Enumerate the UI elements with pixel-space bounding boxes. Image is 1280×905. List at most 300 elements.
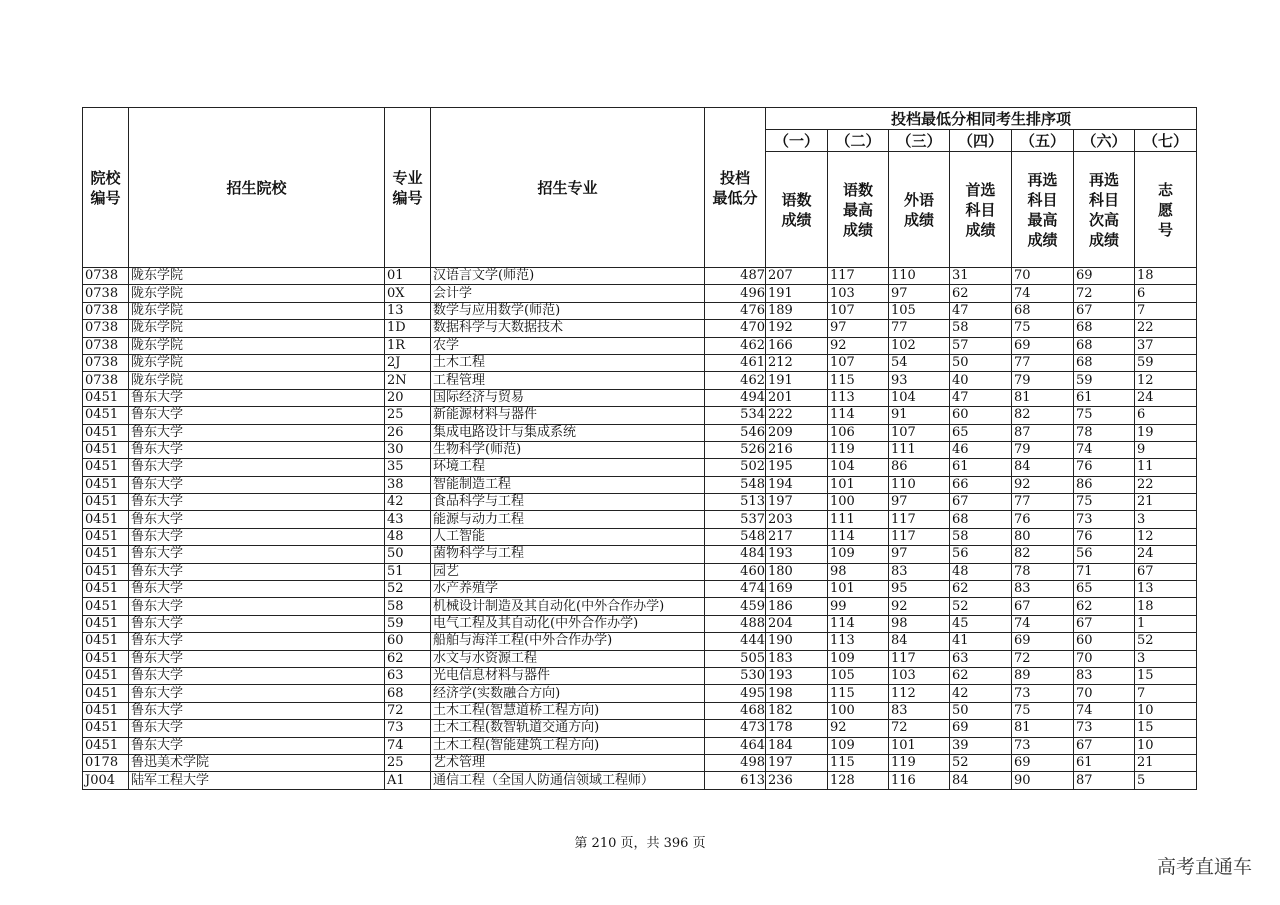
cell-tie-chinese-math-max: 115 — [828, 685, 889, 702]
watermark: 高考直通车 — [1156, 856, 1252, 878]
cell-tie-first-subject: 68 — [950, 511, 1012, 528]
cell-tie-elective-highest: 81 — [1012, 389, 1074, 406]
cell-school-name: 鲁东大学 — [129, 720, 385, 737]
cell-tie-preference-no: 12 — [1135, 528, 1197, 545]
header-tie-item: 外语 成绩 — [889, 152, 950, 268]
cell-min-score: 464 — [705, 737, 766, 754]
header-tie-number: （七） — [1135, 130, 1197, 152]
cell-tie-elective-second: 61 — [1074, 754, 1135, 771]
cell-school-name: 陆军工程大学 — [129, 772, 385, 789]
cell-school-code: 0738 — [83, 320, 129, 337]
cell-tie-foreign-language: 110 — [889, 476, 950, 493]
cell-school-code: 0738 — [83, 337, 129, 354]
cell-school-code: 0451 — [83, 563, 129, 580]
cell-tie-foreign-language: 102 — [889, 337, 950, 354]
cell-school-code: 0738 — [83, 354, 129, 371]
cell-tie-chinese-math: 194 — [766, 476, 828, 493]
cell-major-name: 人工智能 — [431, 528, 705, 545]
cell-tie-chinese-math: 166 — [766, 337, 828, 354]
cell-school-name: 鲁东大学 — [129, 685, 385, 702]
table-row — [83, 441, 1197, 458]
table-row — [83, 633, 1197, 650]
table-row — [83, 285, 1197, 302]
cell-tie-first-subject: 40 — [950, 372, 1012, 389]
cell-tie-preference-no: 37 — [1135, 337, 1197, 354]
cell-tie-chinese-math: 195 — [766, 459, 828, 476]
cell-tie-first-subject: 47 — [950, 389, 1012, 406]
cell-tie-foreign-language: 107 — [889, 424, 950, 441]
cell-school-name: 鲁东大学 — [129, 650, 385, 667]
cell-major-code: 48 — [385, 528, 431, 545]
cell-tie-elective-second: 78 — [1074, 424, 1135, 441]
table-row — [83, 615, 1197, 632]
cell-tie-elective-highest: 77 — [1012, 494, 1074, 511]
cell-tie-chinese-math: 191 — [766, 285, 828, 302]
cell-major-name: 船舶与海洋工程(中外合作办学) — [431, 633, 705, 650]
cell-school-name: 鲁东大学 — [129, 581, 385, 598]
table-row — [83, 302, 1197, 319]
cell-tie-first-subject: 50 — [950, 354, 1012, 371]
cell-tie-foreign-language: 101 — [889, 737, 950, 754]
cell-tie-elective-highest: 90 — [1012, 772, 1074, 789]
cell-tie-foreign-language: 116 — [889, 772, 950, 789]
cell-major-code: 73 — [385, 720, 431, 737]
cell-tie-preference-no: 24 — [1135, 389, 1197, 406]
cell-school-code: 0451 — [83, 424, 129, 441]
cell-tie-foreign-language: 104 — [889, 389, 950, 406]
cell-school-code: 0451 — [83, 511, 129, 528]
table-row — [83, 476, 1197, 493]
cell-tie-elective-second: 74 — [1074, 441, 1135, 458]
cell-tie-foreign-language: 111 — [889, 441, 950, 458]
cell-major-code: 20 — [385, 389, 431, 406]
header-tie-number: （二） — [828, 130, 889, 152]
table-row — [83, 528, 1197, 545]
table-row — [83, 424, 1197, 441]
cell-tie-chinese-math: 222 — [766, 407, 828, 424]
cell-min-score: 444 — [705, 633, 766, 650]
cell-tie-chinese-math-max: 92 — [828, 720, 889, 737]
cell-school-name: 鲁东大学 — [129, 702, 385, 719]
table-row — [83, 598, 1197, 615]
cell-tie-first-subject: 65 — [950, 424, 1012, 441]
cell-tie-chinese-math: 193 — [766, 546, 828, 563]
cell-tie-elective-second: 62 — [1074, 598, 1135, 615]
cell-min-score: 461 — [705, 354, 766, 371]
cell-tie-first-subject: 46 — [950, 441, 1012, 458]
cell-tie-chinese-math-max: 115 — [828, 754, 889, 771]
cell-tie-foreign-language: 86 — [889, 459, 950, 476]
cell-tie-elective-highest: 74 — [1012, 615, 1074, 632]
cell-tie-elective-highest: 68 — [1012, 302, 1074, 319]
cell-tie-preference-no: 21 — [1135, 494, 1197, 511]
cell-tie-elective-highest: 69 — [1012, 337, 1074, 354]
table-row — [83, 459, 1197, 476]
cell-tie-elective-second: 74 — [1074, 702, 1135, 719]
cell-tie-preference-no: 19 — [1135, 424, 1197, 441]
cell-tie-elective-second: 60 — [1074, 633, 1135, 650]
cell-min-score: 505 — [705, 650, 766, 667]
cell-school-code: 0451 — [83, 633, 129, 650]
cell-major-name: 电气工程及其自动化(中外合作办学) — [431, 615, 705, 632]
cell-tie-elective-highest: 70 — [1012, 268, 1074, 285]
cell-major-code: 1R — [385, 337, 431, 354]
cell-tie-elective-highest: 69 — [1012, 633, 1074, 650]
cell-major-name: 工程管理 — [431, 372, 705, 389]
cell-tie-elective-second: 76 — [1074, 459, 1135, 476]
cell-tie-elective-second: 59 — [1074, 372, 1135, 389]
cell-tie-preference-no: 15 — [1135, 667, 1197, 684]
cell-tie-chinese-math: 212 — [766, 354, 828, 371]
cell-tie-elective-second: 72 — [1074, 285, 1135, 302]
cell-school-name: 陇东学院 — [129, 354, 385, 371]
cell-tie-chinese-math-max: 119 — [828, 441, 889, 458]
cell-min-score: 534 — [705, 407, 766, 424]
cell-major-code: 38 — [385, 476, 431, 493]
cell-major-code: 35 — [385, 459, 431, 476]
cell-school-name: 陇东学院 — [129, 320, 385, 337]
table-row — [83, 337, 1197, 354]
cell-tie-chinese-math: 186 — [766, 598, 828, 615]
cell-tie-first-subject: 61 — [950, 459, 1012, 476]
cell-major-code: 42 — [385, 494, 431, 511]
cell-major-name: 汉语言文学(师范) — [431, 268, 705, 285]
cell-major-name: 菌物科学与工程 — [431, 546, 705, 563]
cell-tie-chinese-math: 182 — [766, 702, 828, 719]
cell-min-score: 530 — [705, 667, 766, 684]
cell-school-name: 陇东学院 — [129, 337, 385, 354]
cell-tie-preference-no: 5 — [1135, 772, 1197, 789]
header-tie-number: （三） — [889, 130, 950, 152]
cell-major-name: 土木工程(数智轨道交通方向) — [431, 720, 705, 737]
cell-tie-foreign-language: 83 — [889, 702, 950, 719]
cell-min-score: 502 — [705, 459, 766, 476]
cell-min-score: 468 — [705, 702, 766, 719]
cell-major-code: 52 — [385, 581, 431, 598]
cell-min-score: 473 — [705, 720, 766, 737]
header-tie-item: 首选 科目 成绩 — [950, 152, 1012, 268]
cell-tie-chinese-math: 209 — [766, 424, 828, 441]
cell-school-name: 鲁东大学 — [129, 546, 385, 563]
cell-school-code: 0738 — [83, 285, 129, 302]
cell-major-code: 60 — [385, 633, 431, 650]
cell-tie-foreign-language: 54 — [889, 354, 950, 371]
cell-tie-preference-no: 18 — [1135, 598, 1197, 615]
cell-tie-foreign-language: 98 — [889, 615, 950, 632]
header-tie-title: 投档最低分相同考生排序项 — [766, 108, 1197, 130]
header-major-name: 招生专业 — [431, 108, 705, 268]
cell-tie-elective-highest: 73 — [1012, 737, 1074, 754]
cell-school-code: 0451 — [83, 441, 129, 458]
cell-tie-chinese-math: 178 — [766, 720, 828, 737]
cell-min-score: 487 — [705, 268, 766, 285]
cell-tie-elective-second: 61 — [1074, 389, 1135, 406]
cell-tie-chinese-math-max: 98 — [828, 563, 889, 580]
cell-school-name: 陇东学院 — [129, 372, 385, 389]
cell-school-name: 鲁东大学 — [129, 494, 385, 511]
cell-major-name: 经济学(实数融合方向) — [431, 685, 705, 702]
header-major-code: 专业 编号 — [385, 108, 431, 268]
cell-tie-elective-highest: 74 — [1012, 285, 1074, 302]
cell-tie-preference-no: 24 — [1135, 546, 1197, 563]
cell-school-name: 鲁东大学 — [129, 598, 385, 615]
cell-tie-chinese-math-max: 105 — [828, 667, 889, 684]
header-tie-number: （四） — [950, 130, 1012, 152]
cell-school-name: 鲁东大学 — [129, 667, 385, 684]
cell-tie-elective-highest: 87 — [1012, 424, 1074, 441]
cell-tie-first-subject: 66 — [950, 476, 1012, 493]
cell-major-name: 水产养殖学 — [431, 581, 705, 598]
cell-tie-foreign-language: 97 — [889, 546, 950, 563]
cell-tie-chinese-math-max: 109 — [828, 650, 889, 667]
cell-school-code: 0451 — [83, 407, 129, 424]
cell-tie-first-subject: 56 — [950, 546, 1012, 563]
table-row — [83, 581, 1197, 598]
cell-tie-chinese-math: 193 — [766, 667, 828, 684]
cell-tie-chinese-math-max: 114 — [828, 407, 889, 424]
cell-tie-chinese-math: 198 — [766, 685, 828, 702]
header-min-score: 投档 最低分 — [705, 108, 766, 268]
cell-school-code: 0451 — [83, 667, 129, 684]
table-row — [83, 685, 1197, 702]
cell-school-name: 鲁东大学 — [129, 511, 385, 528]
cell-school-name: 鲁东大学 — [129, 563, 385, 580]
cell-major-name: 数学与应用数学(师范) — [431, 302, 705, 319]
cell-major-code: 0X — [385, 285, 431, 302]
table-header — [83, 108, 1197, 268]
cell-tie-chinese-math-max: 104 — [828, 459, 889, 476]
cell-tie-chinese-math: 207 — [766, 268, 828, 285]
cell-tie-chinese-math-max: 101 — [828, 476, 889, 493]
cell-min-score: 546 — [705, 424, 766, 441]
cell-school-name: 鲁东大学 — [129, 476, 385, 493]
cell-tie-preference-no: 13 — [1135, 581, 1197, 598]
cell-school-code: 0451 — [83, 494, 129, 511]
cell-school-code: J004 — [83, 772, 129, 789]
cell-tie-preference-no: 7 — [1135, 302, 1197, 319]
cell-tie-first-subject: 47 — [950, 302, 1012, 319]
cell-major-code: 63 — [385, 667, 431, 684]
cell-tie-elective-second: 68 — [1074, 320, 1135, 337]
header-school-name: 招生院校 — [129, 108, 385, 268]
cell-school-code: 0451 — [83, 528, 129, 545]
table-row — [83, 772, 1197, 789]
cell-min-score: 494 — [705, 389, 766, 406]
table-row — [83, 511, 1197, 528]
cell-tie-chinese-math-max: 115 — [828, 372, 889, 389]
cell-school-code: 0451 — [83, 476, 129, 493]
cell-tie-first-subject: 52 — [950, 754, 1012, 771]
cell-tie-preference-no: 11 — [1135, 459, 1197, 476]
cell-tie-elective-second: 87 — [1074, 772, 1135, 789]
cell-tie-foreign-language: 112 — [889, 685, 950, 702]
cell-tie-chinese-math: 190 — [766, 633, 828, 650]
cell-tie-first-subject: 31 — [950, 268, 1012, 285]
cell-school-code: 0738 — [83, 268, 129, 285]
cell-tie-foreign-language: 72 — [889, 720, 950, 737]
cell-min-score: 548 — [705, 528, 766, 545]
cell-tie-chinese-math: 216 — [766, 441, 828, 458]
cell-tie-first-subject: 42 — [950, 685, 1012, 702]
cell-tie-chinese-math: 217 — [766, 528, 828, 545]
cell-major-name: 通信工程（全国人防通信领域工程师） — [431, 772, 705, 789]
cell-tie-chinese-math-max: 100 — [828, 702, 889, 719]
table-row — [83, 754, 1197, 771]
admission-table — [82, 107, 1197, 790]
cell-major-code: 59 — [385, 615, 431, 632]
cell-school-code: 0451 — [83, 598, 129, 615]
cell-tie-elective-second: 75 — [1074, 494, 1135, 511]
cell-min-score: 498 — [705, 754, 766, 771]
cell-school-code: 0451 — [83, 720, 129, 737]
cell-major-name: 集成电路设计与集成系统 — [431, 424, 705, 441]
cell-tie-elective-second: 68 — [1074, 354, 1135, 371]
cell-school-name: 陇东学院 — [129, 268, 385, 285]
cell-major-code: 26 — [385, 424, 431, 441]
cell-tie-chinese-math-max: 106 — [828, 424, 889, 441]
cell-major-name: 土木工程 — [431, 354, 705, 371]
cell-school-code: 0738 — [83, 302, 129, 319]
cell-tie-chinese-math-max: 92 — [828, 337, 889, 354]
cell-major-name: 园艺 — [431, 563, 705, 580]
cell-tie-elective-highest: 92 — [1012, 476, 1074, 493]
cell-school-code: 0451 — [83, 581, 129, 598]
cell-tie-preference-no: 6 — [1135, 407, 1197, 424]
cell-tie-first-subject: 84 — [950, 772, 1012, 789]
table-row — [83, 702, 1197, 719]
cell-tie-elective-highest: 77 — [1012, 354, 1074, 371]
cell-major-name: 水文与水资源工程 — [431, 650, 705, 667]
table-row — [83, 650, 1197, 667]
cell-major-code: 43 — [385, 511, 431, 528]
table-row — [83, 354, 1197, 371]
header-school-code: 院校 编号 — [83, 108, 129, 268]
cell-tie-foreign-language: 103 — [889, 667, 950, 684]
cell-school-code: 0451 — [83, 685, 129, 702]
cell-major-name: 机械设计制造及其自动化(中外合作办学) — [431, 598, 705, 615]
cell-major-name: 数据科学与大数据技术 — [431, 320, 705, 337]
cell-tie-chinese-math-max: 107 — [828, 354, 889, 371]
cell-tie-chinese-math: 183 — [766, 650, 828, 667]
cell-tie-elective-highest: 75 — [1012, 702, 1074, 719]
cell-tie-foreign-language: 91 — [889, 407, 950, 424]
cell-tie-first-subject: 58 — [950, 320, 1012, 337]
cell-major-name: 能源与动力工程 — [431, 511, 705, 528]
header-tie-number: （六） — [1074, 130, 1135, 152]
cell-tie-first-subject: 60 — [950, 407, 1012, 424]
cell-tie-chinese-math-max: 128 — [828, 772, 889, 789]
cell-tie-foreign-language: 110 — [889, 268, 950, 285]
cell-tie-foreign-language: 119 — [889, 754, 950, 771]
cell-school-code: 0451 — [83, 702, 129, 719]
header-tie-number: （五） — [1012, 130, 1074, 152]
cell-school-code: 0451 — [83, 650, 129, 667]
cell-tie-preference-no: 15 — [1135, 720, 1197, 737]
cell-min-score: 496 — [705, 285, 766, 302]
cell-school-name: 鲁东大学 — [129, 459, 385, 476]
cell-major-name: 国际经济与贸易 — [431, 389, 705, 406]
cell-school-name: 鲁东大学 — [129, 424, 385, 441]
cell-tie-first-subject: 57 — [950, 337, 1012, 354]
cell-tie-elective-highest: 78 — [1012, 563, 1074, 580]
cell-tie-elective-second: 67 — [1074, 615, 1135, 632]
cell-major-name: 智能制造工程 — [431, 476, 705, 493]
cell-tie-chinese-math-max: 100 — [828, 494, 889, 511]
cell-min-score: 460 — [705, 563, 766, 580]
cell-tie-foreign-language: 83 — [889, 563, 950, 580]
cell-major-code: 58 — [385, 598, 431, 615]
cell-tie-elective-highest: 73 — [1012, 685, 1074, 702]
table-row — [83, 563, 1197, 580]
cell-major-name: 会计学 — [431, 285, 705, 302]
cell-tie-first-subject: 62 — [950, 285, 1012, 302]
cell-tie-elective-second: 67 — [1074, 737, 1135, 754]
cell-tie-chinese-math: 236 — [766, 772, 828, 789]
cell-tie-elective-second: 70 — [1074, 650, 1135, 667]
table-row — [83, 268, 1197, 285]
cell-major-code: 13 — [385, 302, 431, 319]
cell-tie-foreign-language: 77 — [889, 320, 950, 337]
cell-major-name: 食品科学与工程 — [431, 494, 705, 511]
cell-tie-foreign-language: 117 — [889, 528, 950, 545]
cell-school-name: 鲁东大学 — [129, 633, 385, 650]
cell-tie-chinese-math: 197 — [766, 494, 828, 511]
cell-tie-first-subject: 48 — [950, 563, 1012, 580]
cell-major-code: A1 — [385, 772, 431, 789]
cell-min-score: 470 — [705, 320, 766, 337]
cell-school-name: 鲁东大学 — [129, 737, 385, 754]
cell-tie-elective-highest: 75 — [1012, 320, 1074, 337]
cell-tie-elective-second: 70 — [1074, 685, 1135, 702]
cell-tie-first-subject: 69 — [950, 720, 1012, 737]
cell-tie-elective-highest: 84 — [1012, 459, 1074, 476]
cell-tie-elective-second: 83 — [1074, 667, 1135, 684]
cell-tie-preference-no: 21 — [1135, 754, 1197, 771]
cell-tie-first-subject: 50 — [950, 702, 1012, 719]
cell-school-code: 0178 — [83, 754, 129, 771]
cell-school-name: 鲁东大学 — [129, 615, 385, 632]
cell-tie-preference-no: 10 — [1135, 737, 1197, 754]
cell-school-code: 0451 — [83, 459, 129, 476]
table-row — [83, 546, 1197, 563]
cell-min-score: 462 — [705, 372, 766, 389]
cell-tie-chinese-math: 192 — [766, 320, 828, 337]
cell-major-name: 艺术管理 — [431, 754, 705, 771]
table-row — [83, 667, 1197, 684]
cell-school-name: 鲁东大学 — [129, 407, 385, 424]
cell-min-score: 526 — [705, 441, 766, 458]
cell-tie-foreign-language: 84 — [889, 633, 950, 650]
cell-min-score: 476 — [705, 302, 766, 319]
cell-tie-first-subject: 63 — [950, 650, 1012, 667]
cell-tie-first-subject: 62 — [950, 581, 1012, 598]
cell-major-name: 光电信息材料与器件 — [431, 667, 705, 684]
header-tie-item: 语数 成绩 — [766, 152, 828, 268]
cell-major-code: 2N — [385, 372, 431, 389]
cell-tie-foreign-language: 117 — [889, 650, 950, 667]
cell-major-name: 土木工程(智能建筑工程方向) — [431, 737, 705, 754]
cell-major-code: 50 — [385, 546, 431, 563]
cell-major-code: 30 — [385, 441, 431, 458]
cell-tie-chinese-math-max: 114 — [828, 528, 889, 545]
cell-tie-preference-no: 9 — [1135, 441, 1197, 458]
cell-min-score: 548 — [705, 476, 766, 493]
cell-tie-chinese-math-max: 114 — [828, 615, 889, 632]
cell-tie-elective-highest: 82 — [1012, 546, 1074, 563]
cell-major-name: 新能源材料与器件 — [431, 407, 705, 424]
cell-major-code: 25 — [385, 407, 431, 424]
cell-tie-preference-no: 7 — [1135, 685, 1197, 702]
